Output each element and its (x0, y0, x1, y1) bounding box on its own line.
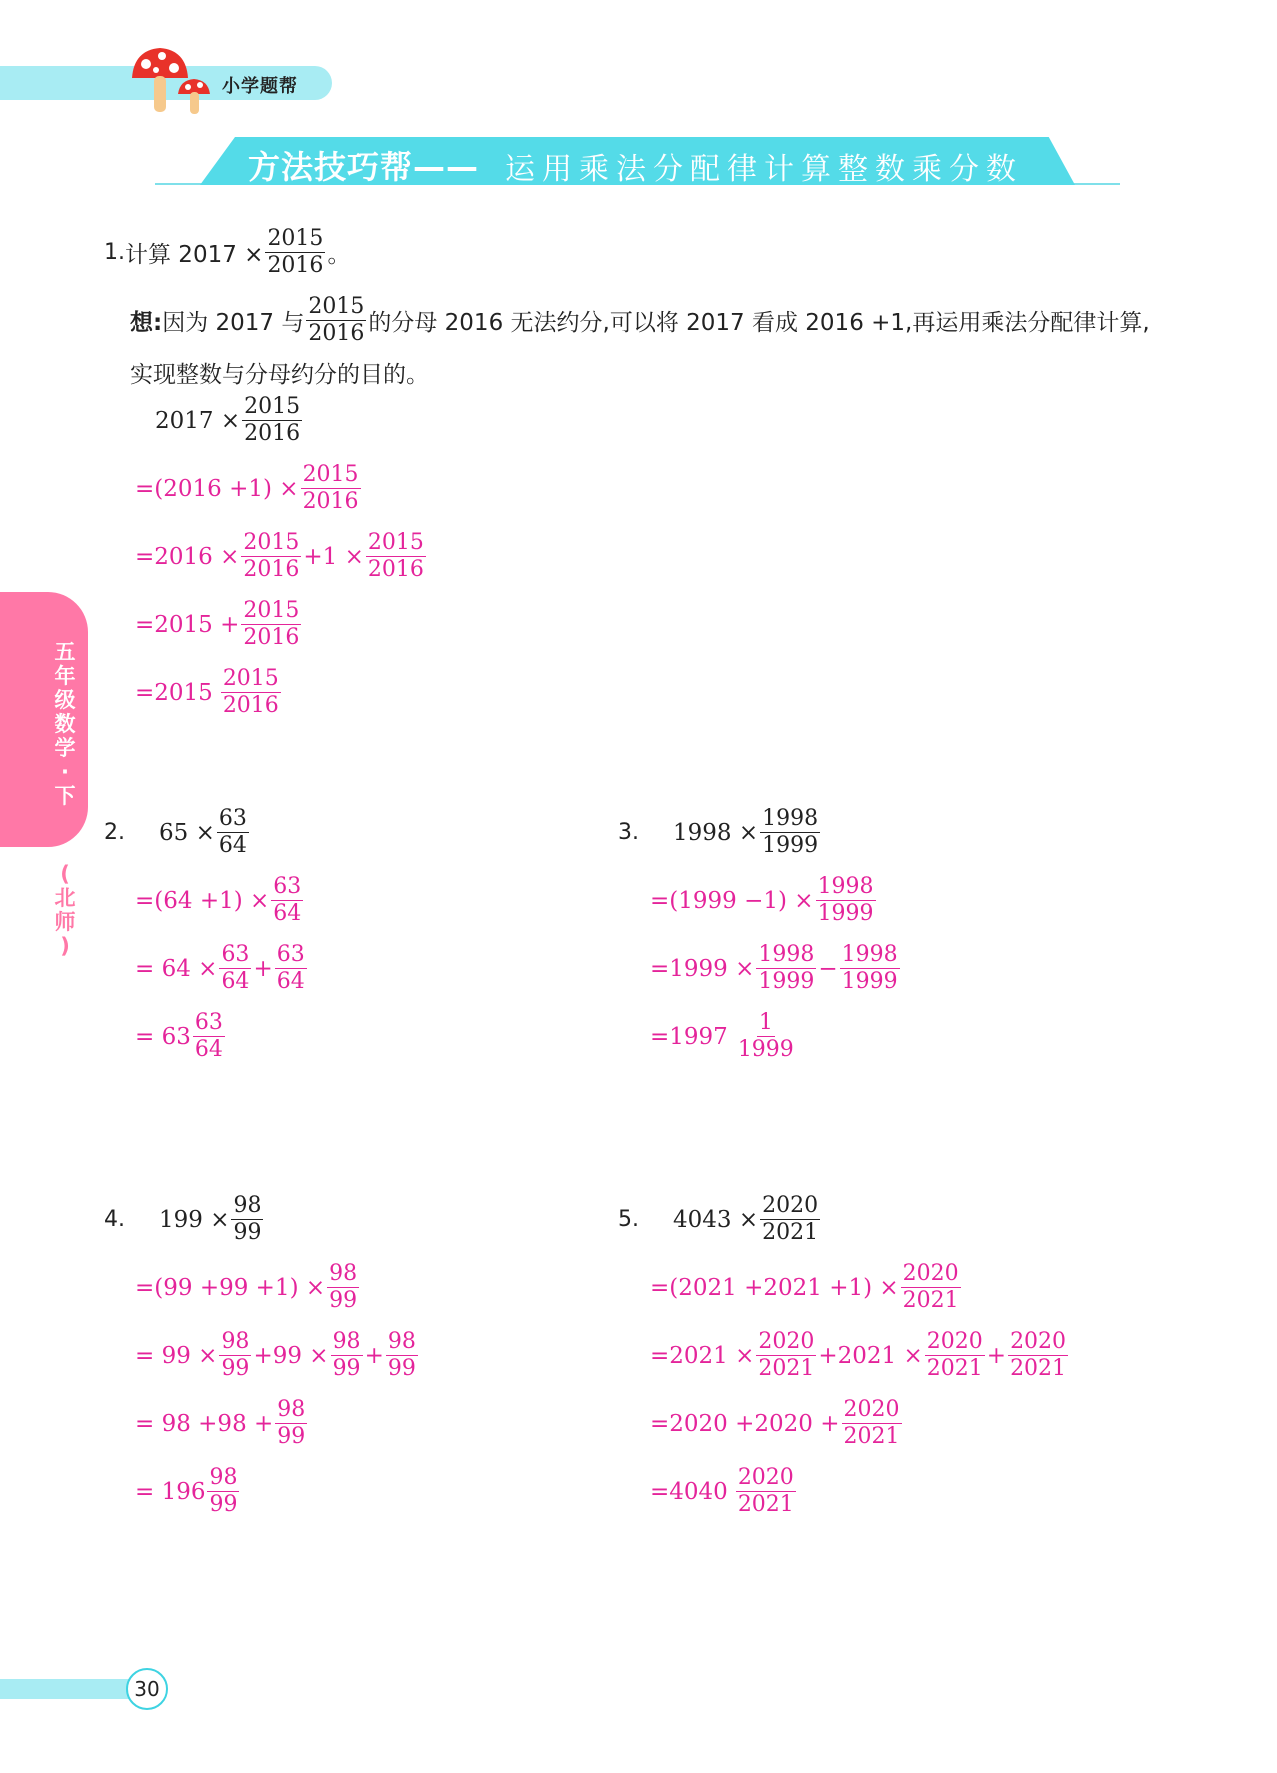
problem-3-line-3: =1997 $\frac{1}{1999}$ (650, 1010, 794, 1062)
problem-4-line-0: 4. 199 × $\frac{98}{99}$ (104, 1193, 262, 1245)
problem-5-line-2: =2021 × $\frac{2020}{2021}$ +2021 × $\frac{2020}{2021}$ + $\frac{2020}{2021}$ (650, 1329, 1067, 1381)
problem-3-line-2: =1999 × $\frac{1998}{1999}$ − $\frac{1998}{1999}$ (650, 942, 898, 994)
problem-4-line-2: = 99 × $\frac{98}{99}$ +99 × $\frac{98}{99}$ + $\frac{98}{99}$ (135, 1329, 416, 1381)
problem-1-hint: 想: 因为 2017 与 $\frac{2015}{2016}$ 的分母 2016 无法约分,可以将 2017 看成 2016 +1,再运用乘法分配律计算, (130, 294, 1150, 346)
problem-2-line-2: = 64 × $\frac{63}{64}$ + $\frac{63}{64}$ (135, 942, 305, 994)
problem-5-line-1: =(2021 +2021 +1) × $\frac{2020}{2021}$ (650, 1261, 959, 1313)
section-title: 方法技巧帮—— (248, 148, 480, 186)
problem-4-line-3: = 98 +98 + $\frac{98}{99}$ (135, 1397, 306, 1449)
problem-2-line-0: 2. 65 × $\frac{63}{64}$ (104, 806, 247, 858)
problem-5-line-3: =2020 +2020 + $\frac{2020}{2021}$ (650, 1397, 900, 1449)
edition-label: ( 北 师 ) (54, 862, 76, 958)
brand-name: 小学题帮 (222, 76, 298, 97)
grade-label: 五 年 级 数 学 · 下 (54, 640, 76, 808)
problem-3-line-0: 3. 1998 × $\frac{1998}{1999}$ (618, 806, 819, 858)
problem-4-line-1: =(99 +99 +1) × $\frac{98}{99}$ (135, 1261, 358, 1313)
problem-1-line-1: =(2016 +1) × $\frac{2015}{2016}$ (135, 462, 359, 514)
problem-1-hint-cont: 实现整数与分母约分的目的。 (130, 362, 429, 388)
problem-1-line-4: =2015 $\frac{2015}{2016}$ (135, 666, 279, 718)
problem-3-line-1: =(1999 −1) × $\frac{1998}{1999}$ (650, 874, 874, 926)
problem-2-line-3: = 63 $\frac{63}{64}$ (135, 1010, 223, 1062)
problem-2-line-1: =(64 +1) × $\frac{63}{64}$ (135, 874, 302, 926)
section-subtitle: 运用乘法分配律计算整数乘分数 (505, 152, 1023, 187)
problem-1-line-0: 2017 × $\frac{2015}{2016}$ (155, 394, 301, 446)
problem-5-line-0: 5. 4043 × $\frac{2020}{2021}$ (618, 1193, 819, 1245)
mushroom-icon (128, 44, 218, 116)
page-number: 30 (126, 1668, 168, 1710)
problem-4-line-4: = 196 $\frac{98}{99}$ (135, 1465, 238, 1517)
problem-5-line-4: =4040 $\frac{2020}{2021}$ (650, 1465, 794, 1517)
problem-1-line-2: =2016 × $\frac{2015}{2016}$ +1 × $\frac{2015}{2016}$ (135, 530, 424, 582)
problem-1-statement: 1. 计算 2017 × $\frac{2015}{2016}$ 。 (104, 226, 351, 278)
footer-bar (0, 1679, 140, 1699)
problem-1-line-3: =2015 + $\frac{2015}{2016}$ (135, 598, 300, 650)
